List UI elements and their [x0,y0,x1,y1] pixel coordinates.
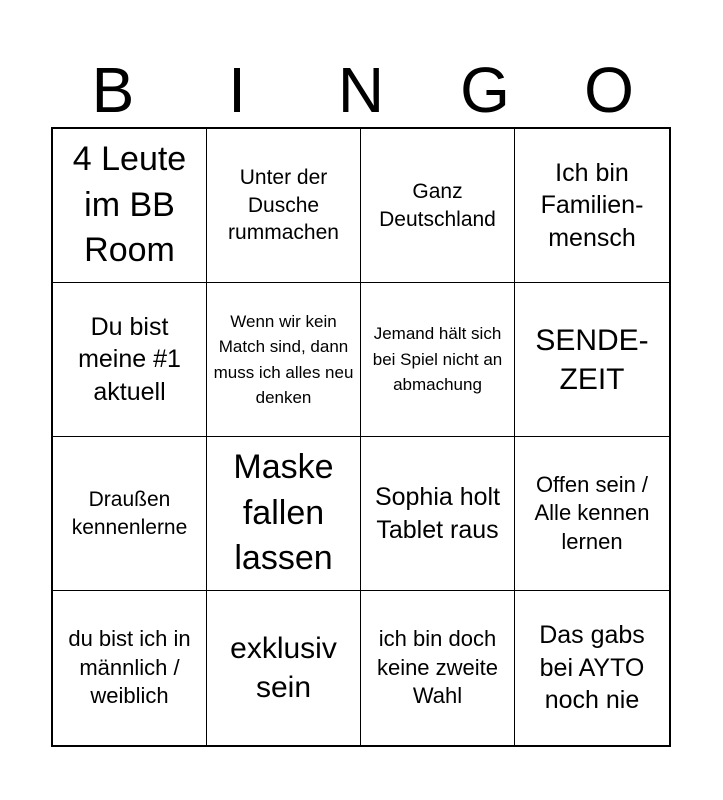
bingo-cell[interactable]: Unter der Dusche rummachen [207,129,361,283]
bingo-cell[interactable]: Wenn wir kein Match sind, dann muss ich alles neu denken [207,283,361,437]
bingo-cell[interactable]: Sophia holt Tablet raus [361,437,515,591]
bingo-header [51,52,671,128]
bingo-card-grid [51,127,671,747]
bingo-cell[interactable]: Ich bin Familien-mensch [515,129,669,283]
bingo-cell[interactable]: ich bin doch keine zweite Wahl [361,591,515,745]
bingo-cell[interactable]: Ganz Deutschland [361,129,515,283]
bingo-cell[interactable]: Das gabs bei AYTO noch nie [539,621,645,715]
header-letter-o: O [584,54,634,126]
bingo-cell[interactable]: 4 Leute im BB Room [53,129,207,283]
bingo-cell[interactable]: SENDE-ZEIT [515,283,669,437]
bingo-cell[interactable]: Du bist meine #1 aktuell [53,283,207,437]
bingo-cell[interactable]: Offen sein / Alle kennen lernen [515,437,669,591]
bingo-cell[interactable]: du bist ich in männlich / weiblich [53,591,207,745]
bingo-cell[interactable]: Jemand hält sich bei Spiel nicht an abmachung [361,283,515,437]
header-letter-n: N [337,54,385,126]
bingo-cell[interactable]: Maske fallen lassen [207,437,361,591]
header-letter-b: B [91,54,135,126]
header-letter-i: I [228,54,246,126]
header-letter-g: G [460,54,510,126]
bingo-cell[interactable]: Draußen kennenlerne [53,437,207,591]
bingo-cell[interactable]: exklusiv sein [207,591,361,745]
